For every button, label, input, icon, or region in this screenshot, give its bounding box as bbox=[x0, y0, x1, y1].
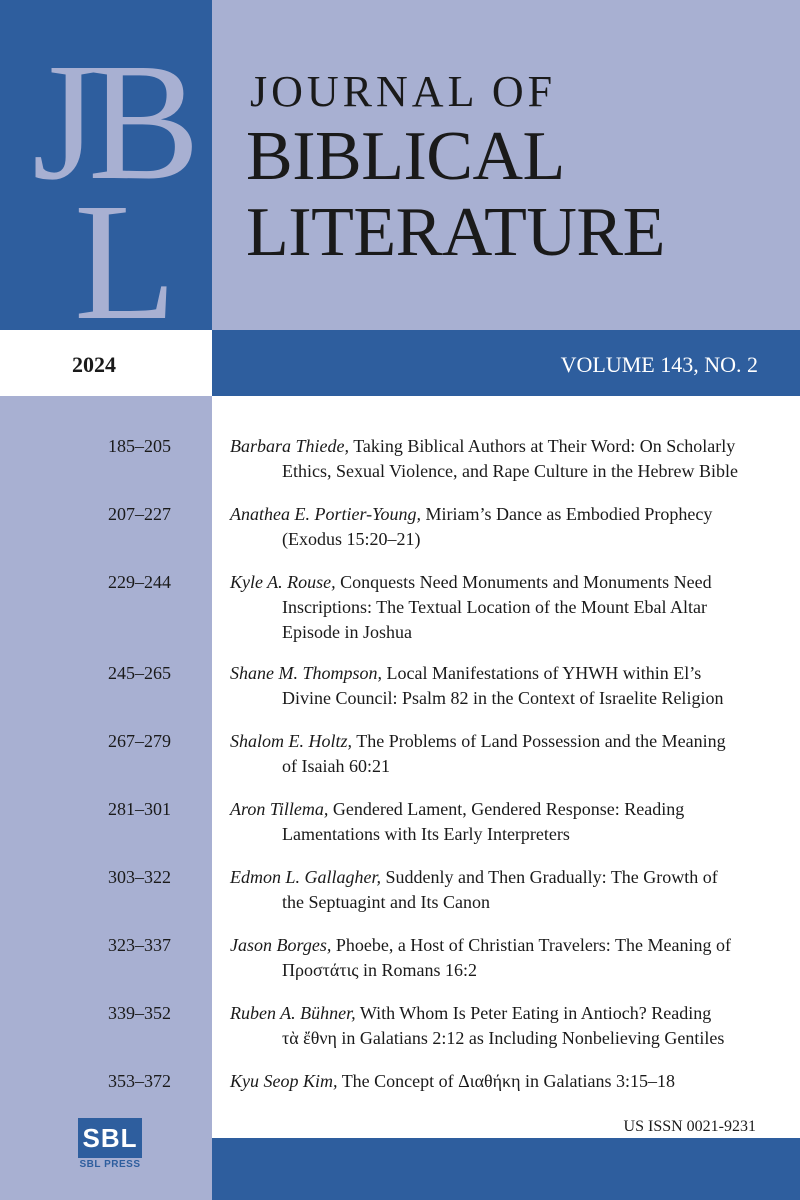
toc-article-line bbox=[230, 797, 770, 822]
toc-article-line bbox=[230, 754, 770, 779]
toc-article-line bbox=[230, 434, 770, 459]
monogram-l: L bbox=[74, 169, 177, 323]
toc-page-range: 229–244 bbox=[108, 572, 171, 592]
monogram-b: B bbox=[88, 29, 200, 215]
toc-author: Shane M. Thompson, bbox=[230, 663, 382, 683]
toc-article-line bbox=[230, 958, 770, 983]
toc-page-range: 245–265 bbox=[108, 663, 171, 683]
toc-article bbox=[230, 729, 770, 779]
toc-article-line bbox=[230, 1001, 770, 1026]
toc-article-line bbox=[230, 933, 770, 958]
toc-author: Kyle A. Rouse, bbox=[230, 572, 336, 592]
toc-article-line bbox=[230, 570, 770, 595]
toc-title-text: of Isaiah 60:21 bbox=[282, 756, 390, 776]
toc-title-text: With Whom Is Peter Eating in Antioch? Reading bbox=[359, 1003, 712, 1023]
sbl-logo-mark: SBL bbox=[78, 1118, 142, 1158]
toc-page-range: 207–227 bbox=[108, 504, 171, 524]
toc-title-text: Taking Biblical Authors at Their Word: On Scholarly bbox=[353, 436, 736, 456]
toc-title-text: The Concept of Διαθήκη in Galatians 3:15–18 bbox=[341, 1071, 675, 1091]
toc-author: Kyu Seop Kim, bbox=[230, 1071, 338, 1091]
toc-title-text: Local Manifestations of YHWH within El’s bbox=[386, 663, 702, 683]
toc-article bbox=[230, 661, 770, 711]
toc-article-line bbox=[230, 865, 770, 890]
toc-page-range: 185–205 bbox=[108, 436, 171, 456]
toc-article bbox=[230, 933, 770, 983]
issue-year: 2024 bbox=[72, 352, 116, 377]
toc-title-text: Conquests Need Monuments and Monuments Need bbox=[340, 572, 712, 592]
toc-article-line bbox=[230, 890, 770, 915]
toc-author: Barbara Thiede, bbox=[230, 436, 349, 456]
toc-article-line bbox=[230, 822, 770, 847]
toc-title-text: the Septuagint and Its Canon bbox=[282, 892, 490, 912]
toc-title-text: Episode in Joshua bbox=[282, 622, 412, 642]
journal-title-line2: BIBLICAL bbox=[246, 118, 565, 195]
toc-title-text: Inscriptions: The Textual Location of the Mount Ebal Altar bbox=[282, 597, 707, 617]
toc-article bbox=[230, 434, 770, 484]
jbl-monogram bbox=[30, 28, 200, 323]
sbl-press-logo bbox=[78, 1118, 144, 1174]
toc-title-text: Suddenly and Then Gradually: The Growth of bbox=[385, 867, 718, 887]
toc-article bbox=[230, 1001, 770, 1051]
toc-article-line bbox=[230, 459, 770, 484]
toc-article bbox=[230, 865, 770, 915]
toc-title-text: (Exodus 15:20–21) bbox=[282, 529, 421, 549]
issn: US ISSN 0021-9231 bbox=[623, 1118, 756, 1135]
toc-title-text: Gendered Lament, Gendered Response: Reading bbox=[332, 799, 685, 819]
toc-title-text: Divine Council: Psalm 82 in the Context of Israelite Religion bbox=[282, 688, 724, 708]
toc-article-line bbox=[230, 1026, 770, 1051]
toc-title-text: Lamentations with Its Early Interpreters bbox=[282, 824, 570, 844]
toc-author: Ruben A. Bühner, bbox=[230, 1003, 356, 1023]
toc-title-text: Phoebe, a Host of Christian Travelers: The Meaning of bbox=[335, 935, 731, 955]
toc-article bbox=[230, 797, 770, 847]
journal-title-line3: LITERATURE bbox=[246, 194, 665, 271]
toc-author: Aron Tillema, bbox=[230, 799, 329, 819]
toc-article-line bbox=[230, 686, 770, 711]
toc-page-range: 339–352 bbox=[108, 1003, 171, 1023]
issue-volume: VOLUME 143, NO. 2 bbox=[560, 352, 758, 377]
toc-title-text: Προστάτις in Romans 16:2 bbox=[282, 960, 478, 980]
toc-page-range: 267–279 bbox=[108, 731, 171, 751]
toc-page-range: 303–322 bbox=[108, 867, 171, 887]
toc-page-range: 281–301 bbox=[108, 799, 171, 819]
toc-title-text: Miriam’s Dance as Embodied Prophecy bbox=[425, 504, 713, 524]
toc-article-line bbox=[230, 620, 770, 645]
toc-article-line bbox=[230, 1069, 770, 1094]
journal-title-line1: JOURNAL OF bbox=[250, 67, 557, 116]
toc-article-line bbox=[230, 502, 770, 527]
toc-article bbox=[230, 502, 770, 552]
toc-page-range: 323–337 bbox=[108, 935, 171, 955]
toc-title-text: Ethics, Sexual Violence, and Rape Culture in the Hebrew Bible bbox=[282, 461, 738, 481]
toc-article-line bbox=[230, 595, 770, 620]
toc-title-text: τὰ ἔθνη in Galatians 2:12 as Including Nonbelieving Gentiles bbox=[282, 1028, 725, 1048]
toc-article-line bbox=[230, 729, 770, 754]
toc-article bbox=[230, 1069, 770, 1094]
toc-article-line bbox=[230, 527, 770, 552]
toc-article-line bbox=[230, 661, 770, 686]
toc-title-text: The Problems of Land Possession and the Meaning bbox=[356, 731, 726, 751]
toc-author: Anathea E. Portier-Young, bbox=[230, 504, 421, 524]
toc-author: Edmon L. Gallagher, bbox=[230, 867, 382, 887]
toc-author: Shalom E. Holtz, bbox=[230, 731, 353, 751]
sbl-press-label: SBL PRESS bbox=[79, 1159, 141, 1170]
toc-article bbox=[230, 570, 770, 645]
monogram-j: J bbox=[32, 29, 98, 215]
bottom-band bbox=[212, 1138, 800, 1200]
toc-author: Jason Borges, bbox=[230, 935, 332, 955]
toc-page-range: 353–372 bbox=[108, 1071, 171, 1091]
